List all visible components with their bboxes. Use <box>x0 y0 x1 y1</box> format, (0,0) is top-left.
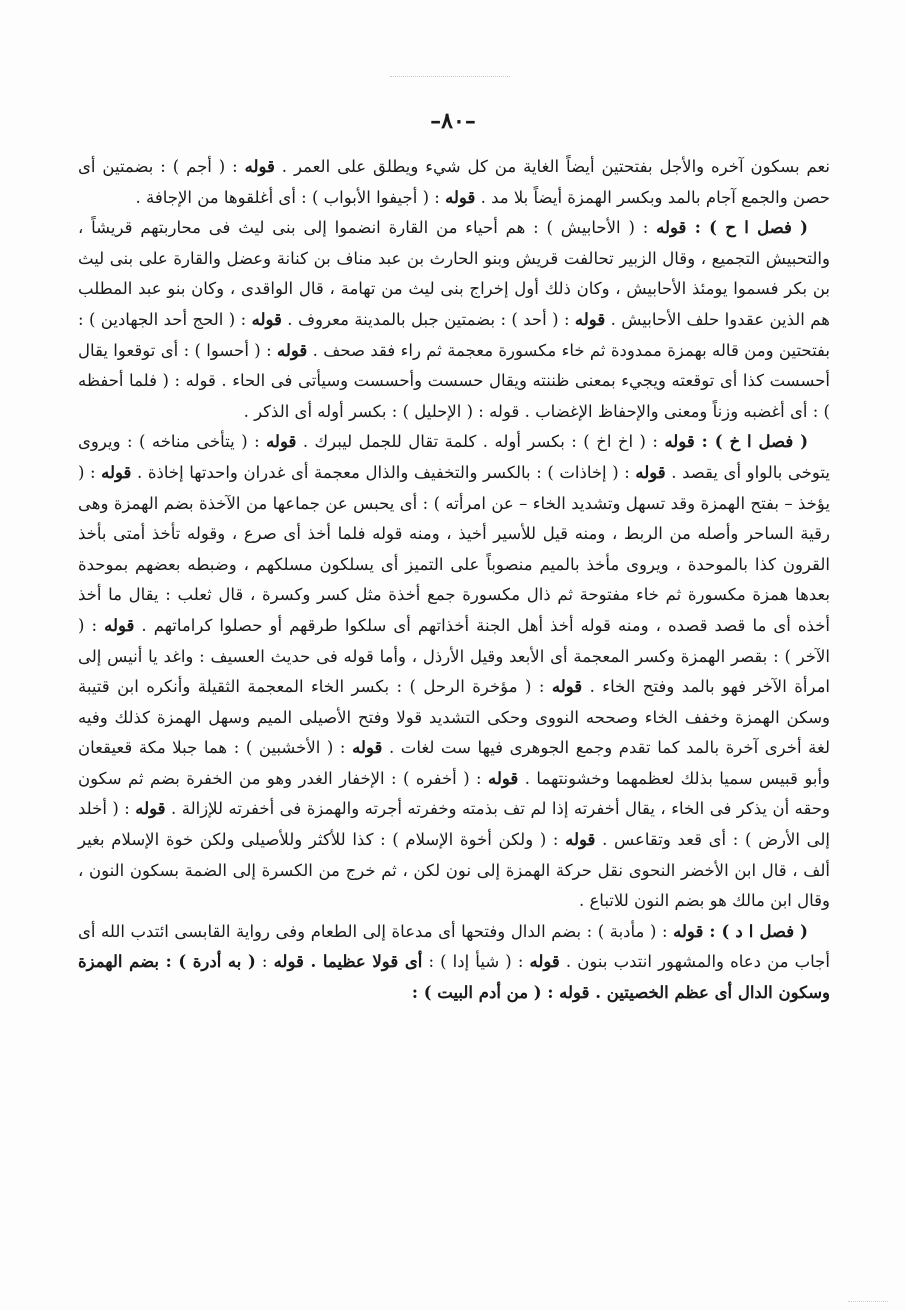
paragraph-1 <box>78 213 830 427</box>
keyword-text: قوله <box>101 462 132 482</box>
body-segment: : ( يتأخى مناخه ) : ويروى يتوخى بالواو أى يقصد . <box>78 432 830 482</box>
body-segment: : ( الأخشبين ) : هما جبلا مكة قعيقعان وأبو قبيس سميا بذلك لعظمهما وخشونتهما . <box>78 738 830 788</box>
keyword-text: قوله <box>104 615 135 635</box>
keyword-text: قوله <box>488 768 519 788</box>
body-segment: : ( الأحابيش ) : هم أحياء من القارة انضموا إلى بنى ليث فى محاربتهم قريشاً ، والتحبيش التجميع ، وقال الزبير تحالفت قريش وبنو الحارث بن عبد مناف بن كنانة وعضل والقارة على بنى ليث بن بكر فسموا يومئذ الأحابيش ، وكان ذلك أول إخراج بنى ليث من تهامة ، قال الواقدى ، وكان بنو عبد المطلب هم الذين عقدوا حلف الأحابيش . <box>78 218 830 329</box>
keyword-text: أى قولا عظيما . قوله <box>273 952 423 972</box>
body-segment: : ( إخاذات ) : بالكسر والتخفيف والذال معجمة أى غدران واحدتها إخاذة . <box>131 462 636 482</box>
body-segment: : ( اخ اخ ) : بكسر أوله . كلمة تقال للجمل ليبرك . <box>296 432 665 452</box>
keyword-text: ( فصل ا د ) : قوله <box>673 921 808 941</box>
keyword-text: قوله <box>551 677 583 697</box>
body-segment: : ( مؤخرة الرحل ) : بكسر الخاء المعجمة الثقيلة وأنكره ابن قتيبة وسكن الهمزة وخفف الخاء وصححه النووى وحكى التشديد قولا وفتح الأصيلى الميم وسهل الهمزة كذلك وفيه لغة أخرى آخرة بالمد كما تقدم وجمع الجوهرى فيها ست لغات . <box>78 677 830 758</box>
body-segment: : ( مأدبة ) : بضم الدال وفتحها أى مدعاة إلى الطعام وفى رواية القابسى ائتدب الله أى أجاب من دعاه والمشهور انتدب بنون . <box>78 921 830 972</box>
body-segment: نعم بسكون آخره والأجل بفتحتين أيضاً الغاية من كل شيء ويطلق على العمر . <box>274 157 830 176</box>
body-segment: : ( أخفره ) : الإخفار الغدر وهو من الخفرة بضم ثم سكون وحقه أن يذكر فى الخاء ، يقال أخفرته إذا لم تف بذمته وخفرته أجرته والهمزة فى أخفرته للإزالة . <box>78 768 830 819</box>
body-segment: : ( أخلد إلى الأرض ) : أى قعد وتقاعس . <box>78 799 830 850</box>
keyword-text: قوله <box>574 309 606 329</box>
body-text <box>78 152 830 1009</box>
body-segment: : ( يؤخذ – بفتح الهمزة وقد تسهل وتشديد الخاء – عن امرأته ) : أى يحبس عن جماعها من الآخذة بضم الهمزة وهى رقية الساحر وأصله من الربط ، ومنه قيل للأسير أخيذ ، ومنه قوله فلما أخذ أى صرع ، وقوله تأخذ أمتى بأخذ القرون كذا بالموحدة ، ويروى مأخذ بالميم منصوباً على التميز أى يسلكون مسلكهم ، وضبطه بعضهم بموحدة بعدها همزة مكسورة ثم خاء مفتوحة ثم ذال مكسورة جمع أخذة مثل كسر وكسرة ، قال ثعلب : يقال ما أخذ أخذه أى ما قصد قصده ، ومنه قوله أخذ أهل الجنة أخذاتهم أى سلكوا طرقهم أو حصلوا كراماتهم . <box>78 462 830 635</box>
paragraph-2 <box>78 427 830 917</box>
paragraph-0 <box>78 152 830 213</box>
keyword-text: قوله <box>266 432 297 452</box>
keyword-text: قوله <box>529 952 560 972</box>
body-segment: : ( أحد ) : بضمتين جبل بالمدينة معروف . <box>281 309 575 329</box>
keyword-text: قوله <box>244 157 275 176</box>
top-divider <box>390 76 510 77</box>
body-segment: : ( شيأ إدا ) : <box>422 952 530 972</box>
keyword-text: قوله <box>251 309 282 329</box>
body-segment: : ( ولكن أخوة الإسلام ) : كذا للأكثر وللأصيلى ولكن خوة الإسلام بغير ألف ، قال ابن الأخضر النحوى نقل حركة الهمزة إلى نون لكن ، ثم خرج من الكسرة إلى الضمة بسكون النون ، وقال ابن مالك هو بضم النون للاتباع . <box>78 830 830 911</box>
keyword-text: قوله <box>277 340 308 360</box>
keyword-text: قوله <box>352 738 383 758</box>
body-segment: : ( أجم ) : بضمتين أى حصن والجمع آجام بالمد وبكسر الهمزة أيضاً بلا مد . <box>78 157 830 207</box>
paragraph-3 <box>78 917 830 1009</box>
body-segment: : ( أجيفوا الأبواب ) : أى أغلقوها من الإجافة . <box>135 187 446 207</box>
page-number: –٨٠– <box>430 108 476 134</box>
keyword-text: ( فصل ا خ ) : قوله <box>664 432 808 452</box>
body-segment: : ( الحج أحد الجهادين ) : بفتحتين ومن قاله بهمزة ممدودة ثم خاء مكسورة معجمة ثم راء فقد صحف . <box>78 309 830 360</box>
keyword-text: قوله <box>135 799 166 819</box>
keyword-text: ( به أدرة ) : بضم الهمزة وسكون الدال أى عظم الخصيتين . قوله : ( من أدم البيت ) : <box>78 952 830 1003</box>
keyword-text: قوله <box>635 462 666 482</box>
keyword-text: ( فصل ا ح ) : قوله <box>656 218 808 238</box>
body-segment: : <box>255 952 274 972</box>
body-segment: : ( أحسوا ) : أى توقعوا يقال أحسست كذا أى توقعته ويجيء بمعنى ظننته ويقال حسست وأحسست وسيأتى فى الحاء . قوله : ( فلما أحفظه ) : أى أغضبه وزناً ومعنى والإحفاظ الإغضاب . قوله : ( الإحليل ) : بكسر أوله أى الذكر . <box>78 340 830 421</box>
keyword-text: قوله <box>565 830 596 850</box>
body-segment: : ( الآخر ) : بقصر الهمزة وكسر المعجمة أى الأبعد وقيل الأرذل ، وأما قوله فى حديث العسيف : واغد يا أنيس إلى امرأة الآخر فهو بالمد وفتح الخاء . <box>78 615 830 697</box>
bottom-divider <box>848 1301 888 1302</box>
keyword-text: قوله <box>445 187 476 207</box>
